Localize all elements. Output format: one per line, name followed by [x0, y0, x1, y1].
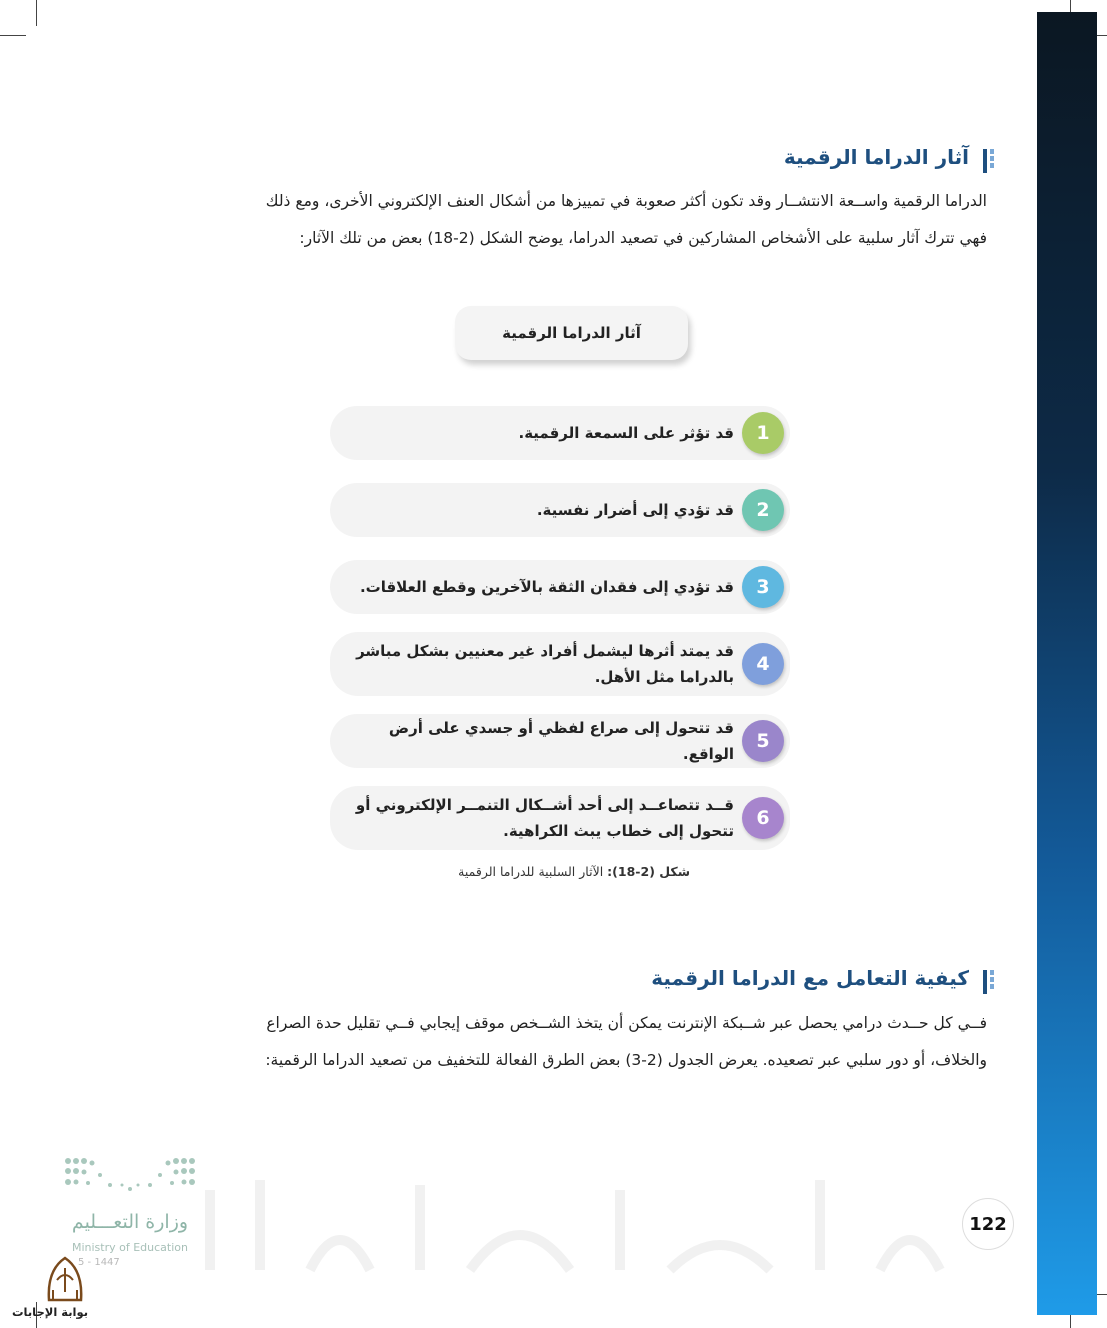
- number-badge: 3: [742, 566, 784, 608]
- ministry-name-ar: وزارة التعـــليم: [71, 1211, 189, 1233]
- list-item-text: قد تؤثر على السمعة الرقمية.: [518, 424, 734, 442]
- section-heading: [651, 966, 969, 990]
- list-item-text: قد تؤدي إلى أضرار نفسية.: [536, 501, 734, 519]
- paragraph-line: فهي تترك آثار سلبية على الأشخاص المشاركين في تصعيد الدراما، يوضح الشكل (2-18) بعض من تلك الآثار:: [299, 229, 987, 247]
- paragraph-line: الدراما الرقمية واســعة الانتشــار وقد تكون أكثر صعوبة في تمييزها من أشكال العنف الإلكتروني الأخرى، ومع ذلك: [265, 192, 987, 210]
- watermark-text: بوابة الإجابات: [11, 1305, 89, 1319]
- heading-marker: [983, 970, 987, 994]
- list-item: [330, 632, 790, 696]
- list-item: [330, 406, 790, 460]
- figure-caption: [380, 864, 690, 879]
- list-item: [330, 483, 790, 537]
- list-item-text: قد تتحول إلى صراع لفظي أو جسدي على أرض الواقع.: [388, 719, 734, 763]
- section-paragraph: [157, 183, 987, 257]
- heading-marker: [983, 149, 987, 173]
- logo-dots-icon: [60, 1155, 200, 1205]
- background-calligraphy: [200, 1170, 960, 1280]
- number-badge: 2: [742, 489, 784, 531]
- list-item: [330, 786, 790, 850]
- number-badge: 1: [742, 412, 784, 454]
- watermark-pen-icon: [43, 1256, 87, 1302]
- caption-label: شكل (2-18):: [607, 864, 690, 879]
- caption-text: الآثار السلبية للدراما الرقمية: [458, 864, 604, 879]
- heading-marker-dots: [990, 970, 994, 975]
- section-heading-text: كيفية التعامل مع الدراما الرقمية: [651, 966, 969, 990]
- paragraph-line: فــي كل حــدث درامي يحصل عبر شــبكة الإنترنت يمكن أن يتخذ الشــخص موقف إيجابي فــي تقليل حدة الصراع: [266, 1014, 987, 1032]
- section-paragraph: [157, 1005, 987, 1079]
- list-item-text: قــد تتصاعــد إلى أحد أشــكال التنمــر الإلكتروني أو تتحول إلى خطاب يبث الكراهية.: [355, 796, 734, 840]
- edition-year: 5 - 1447: [78, 1257, 120, 1268]
- number-badge: 5: [742, 720, 784, 762]
- crop-mark: [36, 0, 37, 26]
- section-heading: [784, 145, 969, 169]
- figure-title: آثار الدراما الرقمية: [455, 306, 688, 360]
- paragraph-line: والخلاف، أو دور سلبي عبر تصعيده. يعرض الجدول (2-3) بعض الطرق الفعالة للتخفيف من تصعيد الدراما الرقمية:: [265, 1051, 987, 1069]
- section-heading-text: آثار الدراما الرقمية: [783, 145, 969, 169]
- heading-marker-dots: [990, 149, 994, 154]
- list-item: [330, 560, 790, 614]
- list-item: [330, 714, 790, 768]
- page-number: 122: [962, 1198, 1014, 1250]
- page-edge-band: [1037, 12, 1097, 1315]
- list-item-text: قد تؤدي إلى فقدان الثقة بالآخرين وقطع العلاقات.: [359, 578, 734, 596]
- ministry-name-en: Ministry of Education: [71, 1241, 188, 1254]
- number-badge: 6: [742, 797, 784, 839]
- crop-mark: [0, 35, 26, 36]
- list-item-text: قد يمتد أثرها ليشمل أفراد غير معنيين بشكل مباشر بالدراما مثل الأهل.: [356, 642, 734, 686]
- number-badge: 4: [742, 643, 784, 685]
